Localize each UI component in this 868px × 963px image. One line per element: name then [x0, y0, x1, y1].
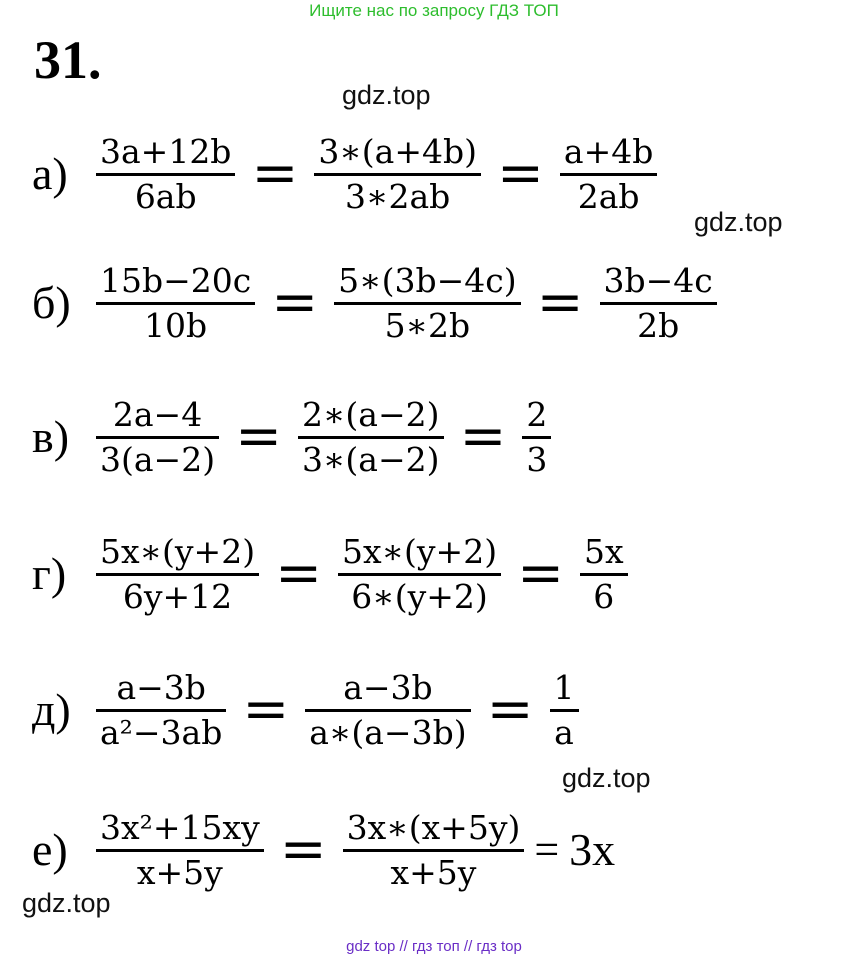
numerator: a+4b	[563, 131, 654, 171]
numerator: 15b−20c	[100, 260, 252, 300]
fraction	[600, 260, 717, 347]
numerator: 3b−4c	[603, 260, 713, 300]
fraction	[550, 667, 579, 754]
top-banner: Ищите нас по запросу ГДЗ ТОП	[309, 1, 559, 20]
bottom-banner: gdz top // гдз топ // гдз top	[346, 938, 522, 955]
result: 3x	[569, 824, 616, 875]
equals-sign: =	[271, 270, 319, 335]
denominator: 3	[526, 439, 548, 479]
numerator: 3a+12b	[100, 131, 232, 171]
numerator: 1	[553, 667, 575, 707]
equation-row-b	[32, 253, 717, 353]
numerator: 3∗(a+4b)	[318, 131, 477, 171]
denominator: 10b	[144, 305, 208, 345]
denominator: x+5y	[136, 852, 223, 892]
fraction	[560, 131, 657, 218]
equals-sign: =	[486, 677, 534, 742]
numerator: 2∗(a−2)	[302, 394, 440, 434]
item-label: в)	[32, 411, 70, 462]
fraction	[96, 807, 264, 894]
numerator: 5x∗(y+2)	[342, 531, 498, 571]
denominator: 6∗(y+2)	[351, 576, 488, 616]
equals-sign: =	[534, 825, 560, 874]
equals-sign: =	[536, 270, 584, 335]
numerator: 2a−4	[112, 394, 203, 434]
fraction	[334, 260, 520, 347]
denominator: 3(a−2)	[100, 439, 216, 479]
equation-row-g	[32, 524, 628, 624]
denominator: 2ab	[577, 176, 640, 216]
numerator: 2	[526, 394, 548, 434]
denominator: 6y+12	[122, 576, 233, 616]
denominator: a²−3ab	[100, 712, 223, 752]
fraction	[96, 667, 226, 754]
numerator: 3x∗(x+5y)	[346, 807, 521, 847]
watermark: gdz.top	[22, 888, 111, 918]
numerator: 5∗(3b−4c)	[338, 260, 517, 300]
denominator: x+5y	[390, 852, 477, 892]
watermark: gdz.top	[694, 207, 783, 237]
denominator: 3∗(a−2)	[302, 439, 440, 479]
denominator: 6ab	[134, 176, 197, 216]
denominator: a∗(a−3b)	[309, 712, 467, 752]
numerator: 5x	[584, 531, 624, 571]
denominator: a	[554, 712, 574, 752]
item-label: а)	[32, 148, 68, 199]
denominator: 5∗2b	[384, 305, 471, 345]
denominator: 2b	[637, 305, 680, 345]
watermark: gdz.top	[342, 80, 431, 110]
numerator: a−3b	[343, 667, 433, 707]
fraction	[298, 394, 444, 481]
item-label: б)	[32, 277, 71, 328]
fraction	[343, 807, 525, 894]
equals-sign: =	[496, 141, 544, 206]
equals-sign: =	[459, 404, 507, 469]
fraction	[314, 131, 481, 218]
equation-row-e	[32, 800, 615, 900]
fraction	[305, 667, 470, 754]
equals-sign: =	[235, 404, 282, 469]
equals-sign: =	[517, 541, 564, 606]
fraction	[96, 131, 235, 218]
equals-sign: =	[279, 817, 327, 882]
watermark: gdz.top	[562, 763, 651, 793]
fraction	[522, 394, 551, 481]
fraction	[96, 531, 259, 618]
fraction	[96, 260, 255, 347]
fraction	[96, 394, 219, 481]
item-label: г)	[32, 548, 67, 599]
numerator: a−3b	[116, 667, 206, 707]
numerator: 3x²+15xy	[100, 807, 260, 847]
fraction	[580, 531, 628, 618]
equals-sign: =	[251, 141, 299, 206]
fraction	[338, 531, 501, 618]
denominator: 6	[593, 576, 615, 616]
equation-row-d	[32, 660, 579, 760]
item-label: е)	[32, 824, 68, 875]
numerator: 5x∗(y+2)	[100, 531, 256, 571]
equation-row-a	[32, 124, 657, 224]
item-label: д)	[32, 684, 71, 735]
equals-sign: =	[242, 677, 290, 742]
equals-sign: =	[275, 541, 322, 606]
equation-row-v	[32, 387, 551, 487]
denominator: 3∗2ab	[345, 176, 451, 216]
task-number: 31.	[34, 30, 102, 90]
